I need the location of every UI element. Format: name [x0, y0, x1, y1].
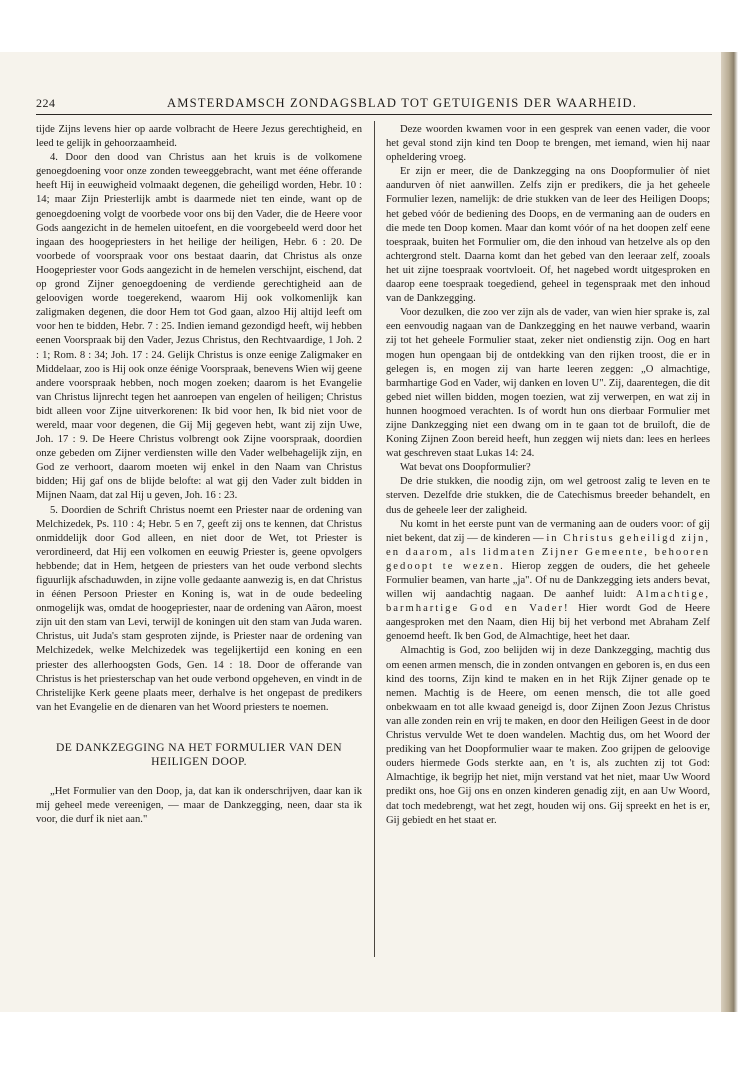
spaced-emphasis: in Christus geheiligd zijn, en daarom, als lidmaten Zijner Gemeente, behooren gedoopt te wezen. — [386, 532, 710, 572]
paragraph: Voor dezulken, die zoo ver zijn als de vader, van wien hier sprake is, zal een eenvoudig nagaan van de Dankzegging en het nauwe verband, waarin zij tot het geheele Formulier staat, zeker niet ondienstig zijn. Oog en hart mogen hun opengaan bij de ontdekking van den rijken troost, die er in gelegen is, en mogen zij van harte leeren zeggen: „O almachtige, barmhartige God en Vader, wij danken en loven U". Zij, daarentegen, die dit gebed niet willen bidden, mogen toezien, wat zij verwerpen, en wat zij in hunnen hoogmoed verachten. Is of wordt hun ons dierbaar Formulier met zijne Dankzegging niet een dwang om in te gaan tot de bruiloft, die de Koning Zijnen Zoon bereid heeft, hun zeggen wij niets dan: lees en herlees wat geschreven staat Lukas 14: 24. — [386, 307, 710, 460]
spaced-emphasis: Almachtige, barmhartige God en Vader! — [386, 589, 710, 615]
text-run: Hier wordt God de Heere aangesproken met den Naam, dien Hij bij het verbond met Abraham Zelf genoemd heeft. Ik ben God, de Almachtige, heet het daar. — [386, 603, 710, 643]
paragraph: Almachtig is God, zoo belijden wij in deze Dankzegging, machtig dus om eenen armen mensch, die in zonden ontvangen en geboren is, en dus een kind des toorns, Zijn kind te maken en in het Rijk Zijner genade op te nemen. Machtig is de Heere, om eenen mensch, die tot alle goed onbekwaam en tot alle kwaad geneigd is, door Zijnen Zoon Jezus Christus van alle zonden rein en vrij te maken, en door den Heiligen Geest in de door Christus vervulde Wet te doen wandelen. Machtig dus, om het Woord der prediking van het Doopformulier waar te maken. Zoo grijpen de geloovige ouders hiermede Gods sterkte aan, en 't is, als zuchten zij tot God: Almachtige, ik begrijp het niet, mijn verstand vat het niet, maar Uw Woord predikt ons, hoe Gij ons en onzen kinderen genadig zijt, en aan Uw Woord, dat toch medebrengt, wat het zegt, houden wij ons. Gij spreekt en het is er, Gij gebiedt en het staat er. — [386, 645, 710, 826]
header-rule — [36, 114, 712, 115]
paragraph: Er zijn er meer, die de Dankzegging na ons Doopformulier òf niet aandurven òf niet aanwillen. Zelfs zijn er predikers, die ja het geheele Formulier lezen, namelijk: de drie stukken van de leer des Heiligen Doops; het gebed vóór de bediening des Doops, en de vermaning aan de ouders en die mede ten Doop komen. Maar dan komt vóór of na het doopen zelf eene toespraak, buiten het Formulier om, die den inhoud van hetzelve als op den achtergrond stelt. Daarna komt dan het gebed van den leeraar zelf, zooals het uit zijne toespraak voortvloeit. Of, het nagebed wordt uitgesproken en daarop eene toespraak toegediend, geheel in tegenspraak met den inhoud van de Dankzegging. — [386, 166, 710, 305]
page-gutter-shadow — [721, 52, 738, 1012]
page-number: 224 — [36, 96, 56, 110]
journal-title: AMSTERDAMSCH ZONDAGSBLAD TOT GETUIGENIS DER WAARHEID. — [166, 96, 638, 110]
paragraph — [386, 518, 710, 645]
text-run: Nu komt in het eerste punt van de vermaning aan de ouders voor: of gij niet bekent, dat zij — de kinderen — — [386, 518, 710, 544]
paragraph: 4. Door den dood van Christus aan het kruis is de volkomene genoegdoening voor onze zonden teweeggebracht, want met ééne offerande heeft Hij in eeuwigheid volmaakt degenen, die geheiligd worden, Hebr. 10 : 14; maar Zijn Priesterlijk ambt is daarmede niet ten einde, want op de genoegdoening volgt de voorbede voor ons bij den Vader, die de Heere voor Gods aangezicht in de hemelen uitoefent, en die voorgebeeld werd door het ingaan des hoogepriesters in het heilige der heiligen, Hebr. 6 : 20. De voorbede of voorspraak voor ons bestaat daarin, dat Christus als onze Hoogepriester voor Gods aangezicht in de hemelen verschijnt, eischend, dat op grond Zijner genoegdoening de verdiende gerechtigheid aan de geloovigen worde toegerekend, waarom Hij ook volkomenlijk kan zaligmaken degenen, die door Hem tot God gaan, alzoo Hij altijd leeft om voor hen te bidden, Hebr. 7 : 25. Indien iemand gezondigd heeft, wij hebben eenen Voorspraak bij den Vader, Jezus Christus, den Rechtvaardige, 1 Joh. 2 : 1; Rom. 8 : 34; Joh. 17 : 24. Gelijk Christus is onze eenige Zaligmaker en Middelaar, zoo is Hij ook onze éénige Voorspraak, benevens Wien wij geene andere voorspraak hebben, noch mogen zoeken; daarom is het Evangelie van Christus lijnrecht tegen het aanroepen van engelen of heiligen; Christus bidt alleen voor Zijne uitverkorenen: Ik bid voor hen, Ik bid niet voor de wereld, maar voor degenen, die Gij Mij gegeven hebt, want zij zijn Uwe, Joh. 17 : 9. De Heere Christus volbrengt ook Zijne voorspraak, doordien onze gebeden om Zijner verdiensten wille den Vader welbehagelijk zijn, en God ze verhoort, daarom moeten wij enkel in den Naam van Christus bidden; Hij gaf ons de blijde belofte: al wat gij den Vader zult bidden in Mijnen Naam, dat zal Hij u geven, Joh. 16 : 23. — [36, 152, 362, 502]
column-divider — [374, 121, 375, 957]
paragraph: tijde Zijns levens hier op aarde volbracht de Heere Jezus gerechtigheid, en leed te gelijk in gehoorzaamheid. — [36, 124, 362, 150]
paragraph: Deze woorden kwamen voor in een gesprek van eenen vader, die voor het geval stond zijn kind ten Doop te brengen, met iemand, wien hij naar opheldering vroeg. — [386, 124, 710, 164]
left-column — [36, 123, 362, 965]
section-heading: DE DANKZEGGING NA HET FORMULIER VAN DEN HEILIGEN DOOP. — [55, 740, 343, 768]
paragraph: 5. Doordien de Schrift Christus noemt een Priester naar de ordening van Melchizedek, Ps. 110 : 4; Hebr. 5 en 7, geeft zij ons te kennen, dat Christus onmiddelijk door God alleen, en niet door de Wet, tot Priester is verordineerd, dat Hij een volkomen en eeuwig Priester is, geene opvolgers hebbende; dat in Hem, hetgeen de priesters van het oude verbond slechts figuurlijk afschaduwden, in zijne volle gedaante aanwezig is, en dat Christus in éénen Persoon Priester en Koning is, wat in de oude bedeeling onmogelijk was, omdat de hoogepriester, naar de ordening van Aäron, moest zijn uit den stam van Levi, terwijl de koningen uit den stam van Juda waren. Christus, uit Juda's stam gesproten zijnde, is Priester naar de ordening van Melchizedek, welke Melchizedek was tegelijkertijd een koning en een priester des allerhoogsten Gods, Gen. 14 : 18. Door de offerande van Christus is het priesterschap van het oude verbond opgeheven, en vindt in de Christelijke Kerk geene plaats meer, derhalve is het ongepast de predikers van het Evangelie en de dienaren van het Woord priesters te noemen. — [36, 504, 362, 713]
opening-quote: „Het Formulier van den Doop, ja, dat kan ik onderschrijven, daar kan ik mij geheel mede vereenigen, — maar de Dankzegging, neen, daar sta ik voor, die durf ik niet aan." — [36, 785, 362, 826]
right-column — [386, 123, 710, 965]
text-run: Hierop zeggen de ouders, die het geheele Formulier beamen, van harte „ja". Of nu de Dankzegging iets anders bevat, willen wij aandachtig nagaan. De aanhef luidt: — [386, 560, 710, 601]
running-header — [36, 96, 712, 114]
paragraph: De drie stukken, die noodig zijn, om wel getroost zalig te leven en te sterven. Dezelfde drie stukken, die de Catechismus breeder behandelt, en dus de geheele leer der zaligheid. — [386, 476, 710, 516]
paragraph: Wat bevat ons Doopformulier? — [400, 462, 531, 474]
